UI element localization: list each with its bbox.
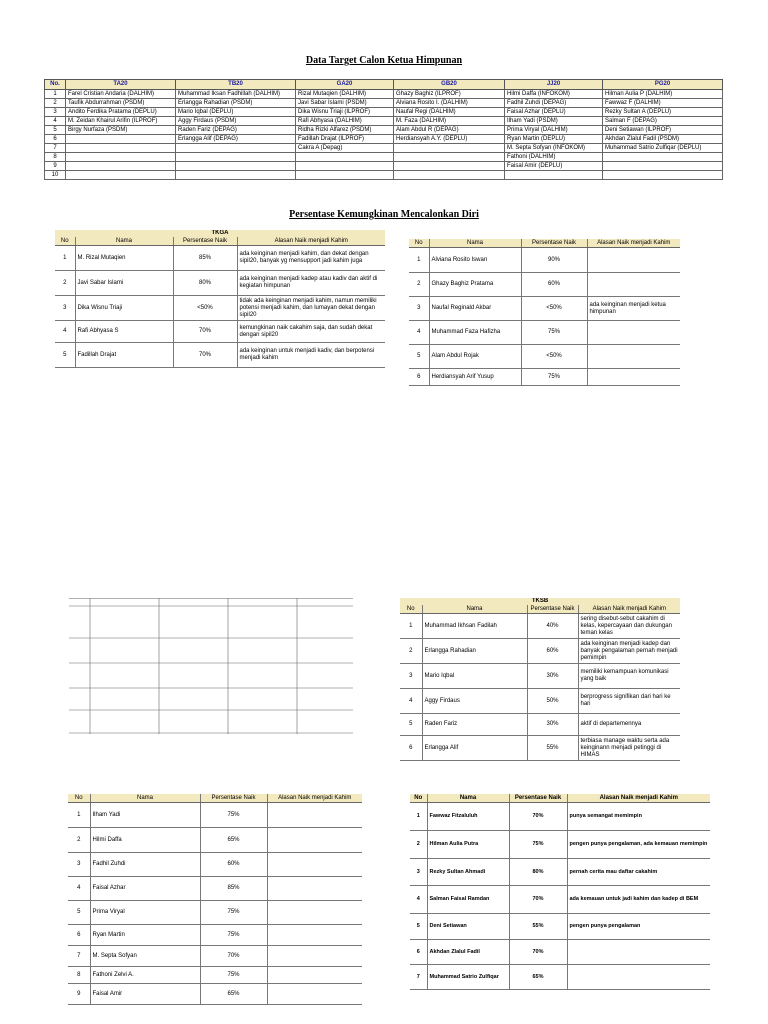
jj-table bbox=[68, 794, 362, 1005]
table-cell bbox=[176, 144, 296, 153]
target-header-cell: No. bbox=[45, 80, 66, 90]
table-cell: Raden Fariz (DEPAG) bbox=[176, 126, 296, 135]
percent-cell: 80% bbox=[509, 859, 567, 886]
table-row bbox=[68, 828, 362, 853]
name-cell: Javi Sabar Islami bbox=[75, 271, 173, 296]
row-number: 5 bbox=[55, 343, 75, 368]
percent-cell: 75% bbox=[200, 925, 267, 946]
table-cell: Birgy Nurfaza (PSDM) bbox=[66, 126, 176, 135]
target-header-cell: TB20 bbox=[176, 80, 296, 90]
table-cell: Fawwaz F (DALHIM) bbox=[603, 99, 723, 108]
table-cell: Akhdan Zlalul Fadil (PSDM) bbox=[603, 135, 723, 144]
row-number: 1 bbox=[45, 90, 66, 99]
column-header: Nama bbox=[90, 794, 200, 803]
column-header: Nama bbox=[75, 237, 173, 246]
table-row bbox=[45, 117, 723, 126]
header-row bbox=[410, 794, 710, 803]
table-row bbox=[409, 297, 680, 321]
section-label: TKGA bbox=[55, 230, 385, 237]
table-cell bbox=[603, 153, 723, 162]
percent-cell: 90% bbox=[521, 248, 587, 273]
percent-cell: 65% bbox=[200, 828, 267, 853]
table-cell: Taufik Abdurrahman (PSDM) bbox=[66, 99, 176, 108]
reason-cell bbox=[267, 828, 362, 853]
table-row bbox=[45, 144, 723, 153]
reason-cell bbox=[567, 940, 710, 965]
table-row bbox=[45, 90, 723, 99]
name-cell: Erlangga Rahadian bbox=[422, 639, 527, 664]
table-cell: M. Zeidan Khairul Arifin (ILPROF) bbox=[66, 117, 176, 126]
section-label: TKSB bbox=[400, 598, 680, 605]
percent-cell: 65% bbox=[200, 984, 267, 1005]
percent-cell: 50% bbox=[527, 689, 578, 714]
target-title: Data Target Calon Ketua Himpunan bbox=[305, 55, 463, 66]
reason-cell: punya semangat memimpin bbox=[567, 803, 710, 831]
row-number: 4 bbox=[45, 117, 66, 126]
row-number: 6 bbox=[409, 369, 429, 386]
name-cell: M. Rizal Mutaqien bbox=[75, 246, 173, 271]
table-row bbox=[45, 108, 723, 117]
row-number: 2 bbox=[409, 273, 429, 297]
name-cell: Herdiansyah Arif Yusup bbox=[429, 369, 521, 386]
table-cell: Aggy Firdaus (PSDM) bbox=[176, 117, 296, 126]
table-row bbox=[68, 946, 362, 967]
reason-cell: berprogress signifikan dari hari ke hari bbox=[578, 689, 680, 714]
column-header: Alasan Naik menjadi Kahim bbox=[567, 794, 710, 803]
table-row bbox=[45, 126, 723, 135]
table-row bbox=[400, 664, 680, 689]
column-header: No bbox=[68, 794, 90, 803]
reason-cell bbox=[267, 967, 362, 984]
reason-cell: terbiasa manage waktu serta ada keinginann menjadi petinggi di HIMAS bbox=[578, 736, 680, 761]
tksb-table bbox=[400, 598, 680, 761]
reason-cell bbox=[267, 853, 362, 877]
name-cell: Fadhil Zuhdi bbox=[90, 853, 200, 877]
row-number: 10 bbox=[45, 171, 66, 180]
reason-cell: ada keinginan menjadi kadep dan banyak pengalaman pernah menjadi pemimpin bbox=[578, 639, 680, 664]
percent-cell: 55% bbox=[509, 914, 567, 940]
table-row bbox=[68, 853, 362, 877]
reason-cell bbox=[567, 965, 710, 990]
percent-cell: 40% bbox=[527, 614, 578, 639]
reason-cell bbox=[267, 901, 362, 925]
table-row bbox=[45, 162, 723, 171]
table-row bbox=[410, 940, 710, 965]
section-row bbox=[55, 230, 385, 237]
row-number: 4 bbox=[68, 877, 90, 901]
percent-cell: 75% bbox=[521, 369, 587, 386]
row-number: 6 bbox=[68, 925, 90, 946]
percent-cell: 60% bbox=[200, 853, 267, 877]
row-number: 3 bbox=[68, 853, 90, 877]
reason-cell: ada kemauan untuk jadi kahim dan kadep di BEM bbox=[567, 886, 710, 914]
table-cell: Alviana Rosito I. (DALHIM) bbox=[394, 99, 505, 108]
reason-cell bbox=[267, 946, 362, 967]
column-header: No bbox=[409, 239, 429, 248]
table-cell: Fathoni (DALHIM) bbox=[505, 153, 603, 162]
target-header-cell: JJ20 bbox=[505, 80, 603, 90]
row-number: 5 bbox=[45, 126, 66, 135]
row-number: 4 bbox=[400, 689, 422, 714]
table-row bbox=[55, 296, 385, 321]
column-header: Nama bbox=[422, 605, 527, 614]
table-cell bbox=[296, 162, 394, 171]
reason-cell: ada keinginan untuk menjadi kadiv, dan berpotensi menjadi kahim bbox=[237, 343, 385, 368]
row-number: 3 bbox=[409, 297, 429, 321]
row-number: 4 bbox=[410, 886, 427, 914]
reason-cell: sering disebut-sebut cakahim di kelas, kepercayaan dan dukungan teman kelas bbox=[578, 614, 680, 639]
reason-cell bbox=[587, 273, 680, 297]
table-cell: Rafi Abhyasa (DALHIM) bbox=[296, 117, 394, 126]
percent-cell: 70% bbox=[173, 321, 237, 343]
column-header: Persentase Naik bbox=[200, 794, 267, 803]
table-cell: Ridha Rizki Alfarez (PSDM) bbox=[296, 126, 394, 135]
row-number: 5 bbox=[410, 914, 427, 940]
table-cell: Ilham Yadi (PSDM) bbox=[505, 117, 603, 126]
percent-cell: 75% bbox=[521, 321, 587, 345]
row-number: 4 bbox=[55, 321, 75, 343]
column-header: Persentase Naik bbox=[527, 605, 578, 614]
reason-cell: kemungkinan naik cakahim saja, dan sudah dekat dengan sipil20 bbox=[237, 321, 385, 343]
section-row bbox=[400, 598, 680, 605]
table-cell: Javi Sabar Islami (PSDM) bbox=[296, 99, 394, 108]
name-cell: Fawwaz Fitzaluluh bbox=[427, 803, 509, 831]
column-header: Nama bbox=[427, 794, 509, 803]
table-row bbox=[400, 714, 680, 736]
table-cell: Ghazy Baghiz (ILPROF) bbox=[394, 90, 505, 99]
row-number: 2 bbox=[68, 828, 90, 853]
table-cell: Deni Setiawan (ILPROF) bbox=[603, 126, 723, 135]
name-cell: Muhammad Ikhsan Fadilah bbox=[422, 614, 527, 639]
column-header: Alasan Naik menjadi Kahim bbox=[267, 794, 362, 803]
table-cell: M. Septa Sofyan (INFOKOM) bbox=[505, 144, 603, 153]
table-cell: Muhammad Iksan Fadhillah (DALHIM) bbox=[176, 90, 296, 99]
percent-cell: 65% bbox=[509, 965, 567, 990]
table-cell: Muhammad Satrio Zulfiqar (DEPLU) bbox=[603, 144, 723, 153]
table-cell: Dika Wisnu Triaji (ILPROF) bbox=[296, 108, 394, 117]
row-number: 5 bbox=[400, 714, 422, 736]
table-row bbox=[45, 171, 723, 180]
table-row bbox=[45, 99, 723, 108]
percent-cell: 60% bbox=[521, 273, 587, 297]
row-number: 2 bbox=[410, 831, 427, 859]
percent-cell: 70% bbox=[509, 886, 567, 914]
table-cell bbox=[394, 153, 505, 162]
table-row bbox=[410, 886, 710, 914]
table-row bbox=[400, 736, 680, 761]
reason-cell bbox=[267, 803, 362, 828]
row-number: 3 bbox=[45, 108, 66, 117]
target-header-cell: GB20 bbox=[394, 80, 505, 90]
name-cell: Erlangga Alif bbox=[422, 736, 527, 761]
percent-cell: <50% bbox=[521, 297, 587, 321]
table-row bbox=[68, 803, 362, 828]
table-cell: Rezky Sultan A (DEPLU) bbox=[603, 108, 723, 117]
table-cell: Hilmi Daffa (INFOKOM) bbox=[505, 90, 603, 99]
row-number: 6 bbox=[400, 736, 422, 761]
header-row bbox=[409, 239, 680, 248]
table-cell: Andito Ferdika Pratama (DEPLU) bbox=[66, 108, 176, 117]
table-row bbox=[410, 914, 710, 940]
name-cell: Raden Fariz bbox=[422, 714, 527, 736]
target-header-cell: TA20 bbox=[66, 80, 176, 90]
percent-cell: 75% bbox=[200, 901, 267, 925]
table-cell: Hilman Aulia P (DALHIM) bbox=[603, 90, 723, 99]
reason-cell bbox=[267, 877, 362, 901]
column-header: No bbox=[410, 794, 427, 803]
table-cell bbox=[394, 162, 505, 171]
name-cell: Naufal Reginald Akbar bbox=[429, 297, 521, 321]
row-number: 6 bbox=[410, 940, 427, 965]
column-header: Alasan Naik menjadi Kahim bbox=[587, 239, 680, 248]
name-cell: Aggy Firdaus bbox=[422, 689, 527, 714]
table-cell: Erlangga Alif (DEPAG) bbox=[176, 135, 296, 144]
row-number: 8 bbox=[45, 153, 66, 162]
percent-cell: 85% bbox=[200, 877, 267, 901]
row-number: 2 bbox=[400, 639, 422, 664]
percent-cell: <50% bbox=[173, 296, 237, 321]
reason-cell: ada keinginan menjadi kahim, dan dekat dengan sipil20, banyak yg mensupport jadi kahim juga bbox=[237, 246, 385, 271]
percent-cell: 30% bbox=[527, 714, 578, 736]
column-header: No bbox=[400, 605, 422, 614]
column-header: Alasan Naik menjadi Kahim bbox=[578, 605, 680, 614]
percent-cell: 70% bbox=[509, 803, 567, 831]
table-cell: Naufal Regi (DALHIM) bbox=[394, 108, 505, 117]
table-row bbox=[409, 369, 680, 386]
name-cell: Ghazy Baghiz Pratama bbox=[429, 273, 521, 297]
table-cell: Salman F (DEPAG) bbox=[603, 117, 723, 126]
tkgb-table bbox=[409, 239, 680, 386]
name-cell: Hilmi Daffa bbox=[90, 828, 200, 853]
table-cell: Faisal Amir (DEPLU) bbox=[505, 162, 603, 171]
row-number: 4 bbox=[409, 321, 429, 345]
header-row bbox=[400, 605, 680, 614]
name-cell: Fathoni Zelvi A. bbox=[90, 967, 200, 984]
reason-cell: pengen punya pengalaman bbox=[567, 914, 710, 940]
column-header: Persentase Naik bbox=[173, 237, 237, 246]
name-cell: Akhdan Zlalul Fadil bbox=[427, 940, 509, 965]
row-number: 1 bbox=[409, 248, 429, 273]
table-cell bbox=[296, 171, 394, 180]
target-table bbox=[44, 79, 723, 180]
table-cell: Herdiansyah A.Y. (DEPLU) bbox=[394, 135, 505, 144]
table-cell bbox=[66, 153, 176, 162]
table-row bbox=[55, 271, 385, 296]
name-cell: Alam Abdul Rojak bbox=[429, 345, 521, 369]
table-cell bbox=[505, 171, 603, 180]
row-number: 7 bbox=[45, 144, 66, 153]
row-number: 6 bbox=[45, 135, 66, 144]
name-cell: Rafi Abhyasa S bbox=[75, 321, 173, 343]
percent-cell: 75% bbox=[509, 831, 567, 859]
row-number: 9 bbox=[68, 984, 90, 1005]
table-cell: Farel Cristian Andaria (DALHIM) bbox=[66, 90, 176, 99]
table-row bbox=[55, 343, 385, 368]
reason-cell: pengen punya pengalaman, ada kemauan memimpin bbox=[567, 831, 710, 859]
header-row bbox=[68, 794, 362, 803]
name-cell: Faisal Azhar bbox=[90, 877, 200, 901]
row-number: 3 bbox=[400, 664, 422, 689]
row-number: 9 bbox=[45, 162, 66, 171]
table-cell bbox=[66, 162, 176, 171]
name-cell: Prima Viryal bbox=[90, 901, 200, 925]
row-number: 1 bbox=[55, 246, 75, 271]
table-cell bbox=[394, 144, 505, 153]
table-cell: Faisal Azhar (DEPLU) bbox=[505, 108, 603, 117]
reason-cell: ada keinginan menjadi ketua himpunan bbox=[587, 297, 680, 321]
table-row bbox=[400, 639, 680, 664]
column-header: No bbox=[55, 237, 75, 246]
table-row bbox=[409, 321, 680, 345]
reason-cell: aktif di departemennya bbox=[578, 714, 680, 736]
table-row bbox=[55, 246, 385, 271]
table-cell: Rizal Mutaqien (DALHIM) bbox=[296, 90, 394, 99]
table-cell: Erlangga Rahadian (PSDM) bbox=[176, 99, 296, 108]
row-number: 2 bbox=[55, 271, 75, 296]
percent-cell: 75% bbox=[200, 967, 267, 984]
table-cell: Prima Viryal (DALHIM) bbox=[505, 126, 603, 135]
row-number: 1 bbox=[400, 614, 422, 639]
table-row bbox=[68, 984, 362, 1005]
table-cell: Fadillah Drajat (ILPROF) bbox=[296, 135, 394, 144]
name-cell: Muhammad Satrio Zulfiqar bbox=[427, 965, 509, 990]
table-row bbox=[409, 273, 680, 297]
reason-cell bbox=[587, 321, 680, 345]
table-row bbox=[55, 321, 385, 343]
column-header: Alasan Naik menjadi Kahim bbox=[237, 237, 385, 246]
name-cell: Dika Wisnu Triaji bbox=[75, 296, 173, 321]
table-row bbox=[400, 614, 680, 639]
percent-cell: 30% bbox=[527, 664, 578, 689]
name-cell: Alviana Rosito Iswan bbox=[429, 248, 521, 273]
percent-cell: 55% bbox=[527, 736, 578, 761]
name-cell: Ilham Yadi bbox=[90, 803, 200, 828]
percent-cell: <50% bbox=[521, 345, 587, 369]
reason-cell bbox=[587, 369, 680, 386]
name-cell: Deni Setiawan bbox=[427, 914, 509, 940]
row-number: 3 bbox=[410, 859, 427, 886]
percent-cell: 70% bbox=[509, 940, 567, 965]
table-cell bbox=[603, 162, 723, 171]
table-cell bbox=[66, 171, 176, 180]
table-row bbox=[409, 345, 680, 369]
row-number: 7 bbox=[410, 965, 427, 990]
table-row bbox=[410, 831, 710, 859]
table-row bbox=[400, 689, 680, 714]
percent-cell: 80% bbox=[173, 271, 237, 296]
table-cell: Fadhil Zuhdi (DEPAG) bbox=[505, 99, 603, 108]
row-number: 8 bbox=[68, 967, 90, 984]
name-cell: Hilman Aulia Putra bbox=[427, 831, 509, 859]
column-header: Persentase Naik bbox=[521, 239, 587, 248]
table-cell: M. Faza (DALHIM) bbox=[394, 117, 505, 126]
reason-cell bbox=[587, 345, 680, 369]
percent-cell: 70% bbox=[200, 946, 267, 967]
row-number: 7 bbox=[68, 946, 90, 967]
row-number: 1 bbox=[68, 803, 90, 828]
name-cell: Fadillah Drajat bbox=[75, 343, 173, 368]
table-cell bbox=[394, 171, 505, 180]
header-row bbox=[55, 237, 385, 246]
reason-cell: tidak ada keinginan menjadi kahim, namun memiliki potensi menjadi kahim, dan lumayan dekat dengan sipil20 bbox=[237, 296, 385, 321]
target-header-cell: GA20 bbox=[296, 80, 394, 90]
reason-cell bbox=[267, 984, 362, 1005]
reason-cell: ada keinginan menjadi kadep atau kadiv dan aktif di kegiatan himpunan bbox=[237, 271, 385, 296]
name-cell: Ryan Martin bbox=[90, 925, 200, 946]
table-row bbox=[45, 135, 723, 144]
table-row bbox=[45, 153, 723, 162]
table-cell bbox=[66, 135, 176, 144]
table-row bbox=[68, 967, 362, 984]
table-cell bbox=[66, 144, 176, 153]
column-header: Persentase Naik bbox=[509, 794, 567, 803]
name-cell: M. Septa Sofyan bbox=[90, 946, 200, 967]
table-cell: Mario Iqbal (DEPLU) bbox=[176, 108, 296, 117]
table-row bbox=[68, 925, 362, 946]
table-cell bbox=[176, 162, 296, 171]
reason-cell: pernah cerita mau daftar cakahim bbox=[567, 859, 710, 886]
table-cell bbox=[176, 153, 296, 162]
table-cell bbox=[176, 171, 296, 180]
row-number: 5 bbox=[68, 901, 90, 925]
row-number: 1 bbox=[410, 803, 427, 831]
name-cell: Salman Faisal Ramdan bbox=[427, 886, 509, 914]
row-number: 5 bbox=[409, 345, 429, 369]
reason-cell bbox=[267, 925, 362, 946]
target-header-cell: PG20 bbox=[603, 80, 723, 90]
table-row bbox=[68, 901, 362, 925]
reason-cell: memiliki kemampuan komunikasi yang baik bbox=[578, 664, 680, 689]
table-cell bbox=[296, 153, 394, 162]
table-row bbox=[410, 965, 710, 990]
column-header: Nama bbox=[429, 239, 521, 248]
table-cell: Alam Abdul R (DEPAG) bbox=[394, 126, 505, 135]
pg-table bbox=[410, 794, 710, 990]
name-cell: Muhammad Faza Hafizha bbox=[429, 321, 521, 345]
percent-cell: 70% bbox=[173, 343, 237, 368]
percent-cell: 60% bbox=[527, 639, 578, 664]
table-cell: Ryan Martin (DEPLU) bbox=[505, 135, 603, 144]
tkga-table bbox=[55, 230, 385, 368]
table-cell: Cakra A (Depag) bbox=[296, 144, 394, 153]
table-cell bbox=[603, 171, 723, 180]
table-row bbox=[410, 859, 710, 886]
name-cell: Faisal Amir bbox=[90, 984, 200, 1005]
percent-cell: 85% bbox=[173, 246, 237, 271]
table-row bbox=[409, 248, 680, 273]
table-row bbox=[68, 877, 362, 901]
percent-cell: 75% bbox=[200, 803, 267, 828]
row-number: 3 bbox=[55, 296, 75, 321]
name-cell: Rezky Sultan Ahmadi bbox=[427, 859, 509, 886]
row-number: 2 bbox=[45, 99, 66, 108]
table-row bbox=[410, 803, 710, 831]
persentase-title: Persentase Kemungkinan Mencalonkan Diri bbox=[289, 209, 479, 220]
reason-cell bbox=[587, 248, 680, 273]
empty-grid bbox=[69, 598, 353, 734]
name-cell: Mario Iqbal bbox=[422, 664, 527, 689]
